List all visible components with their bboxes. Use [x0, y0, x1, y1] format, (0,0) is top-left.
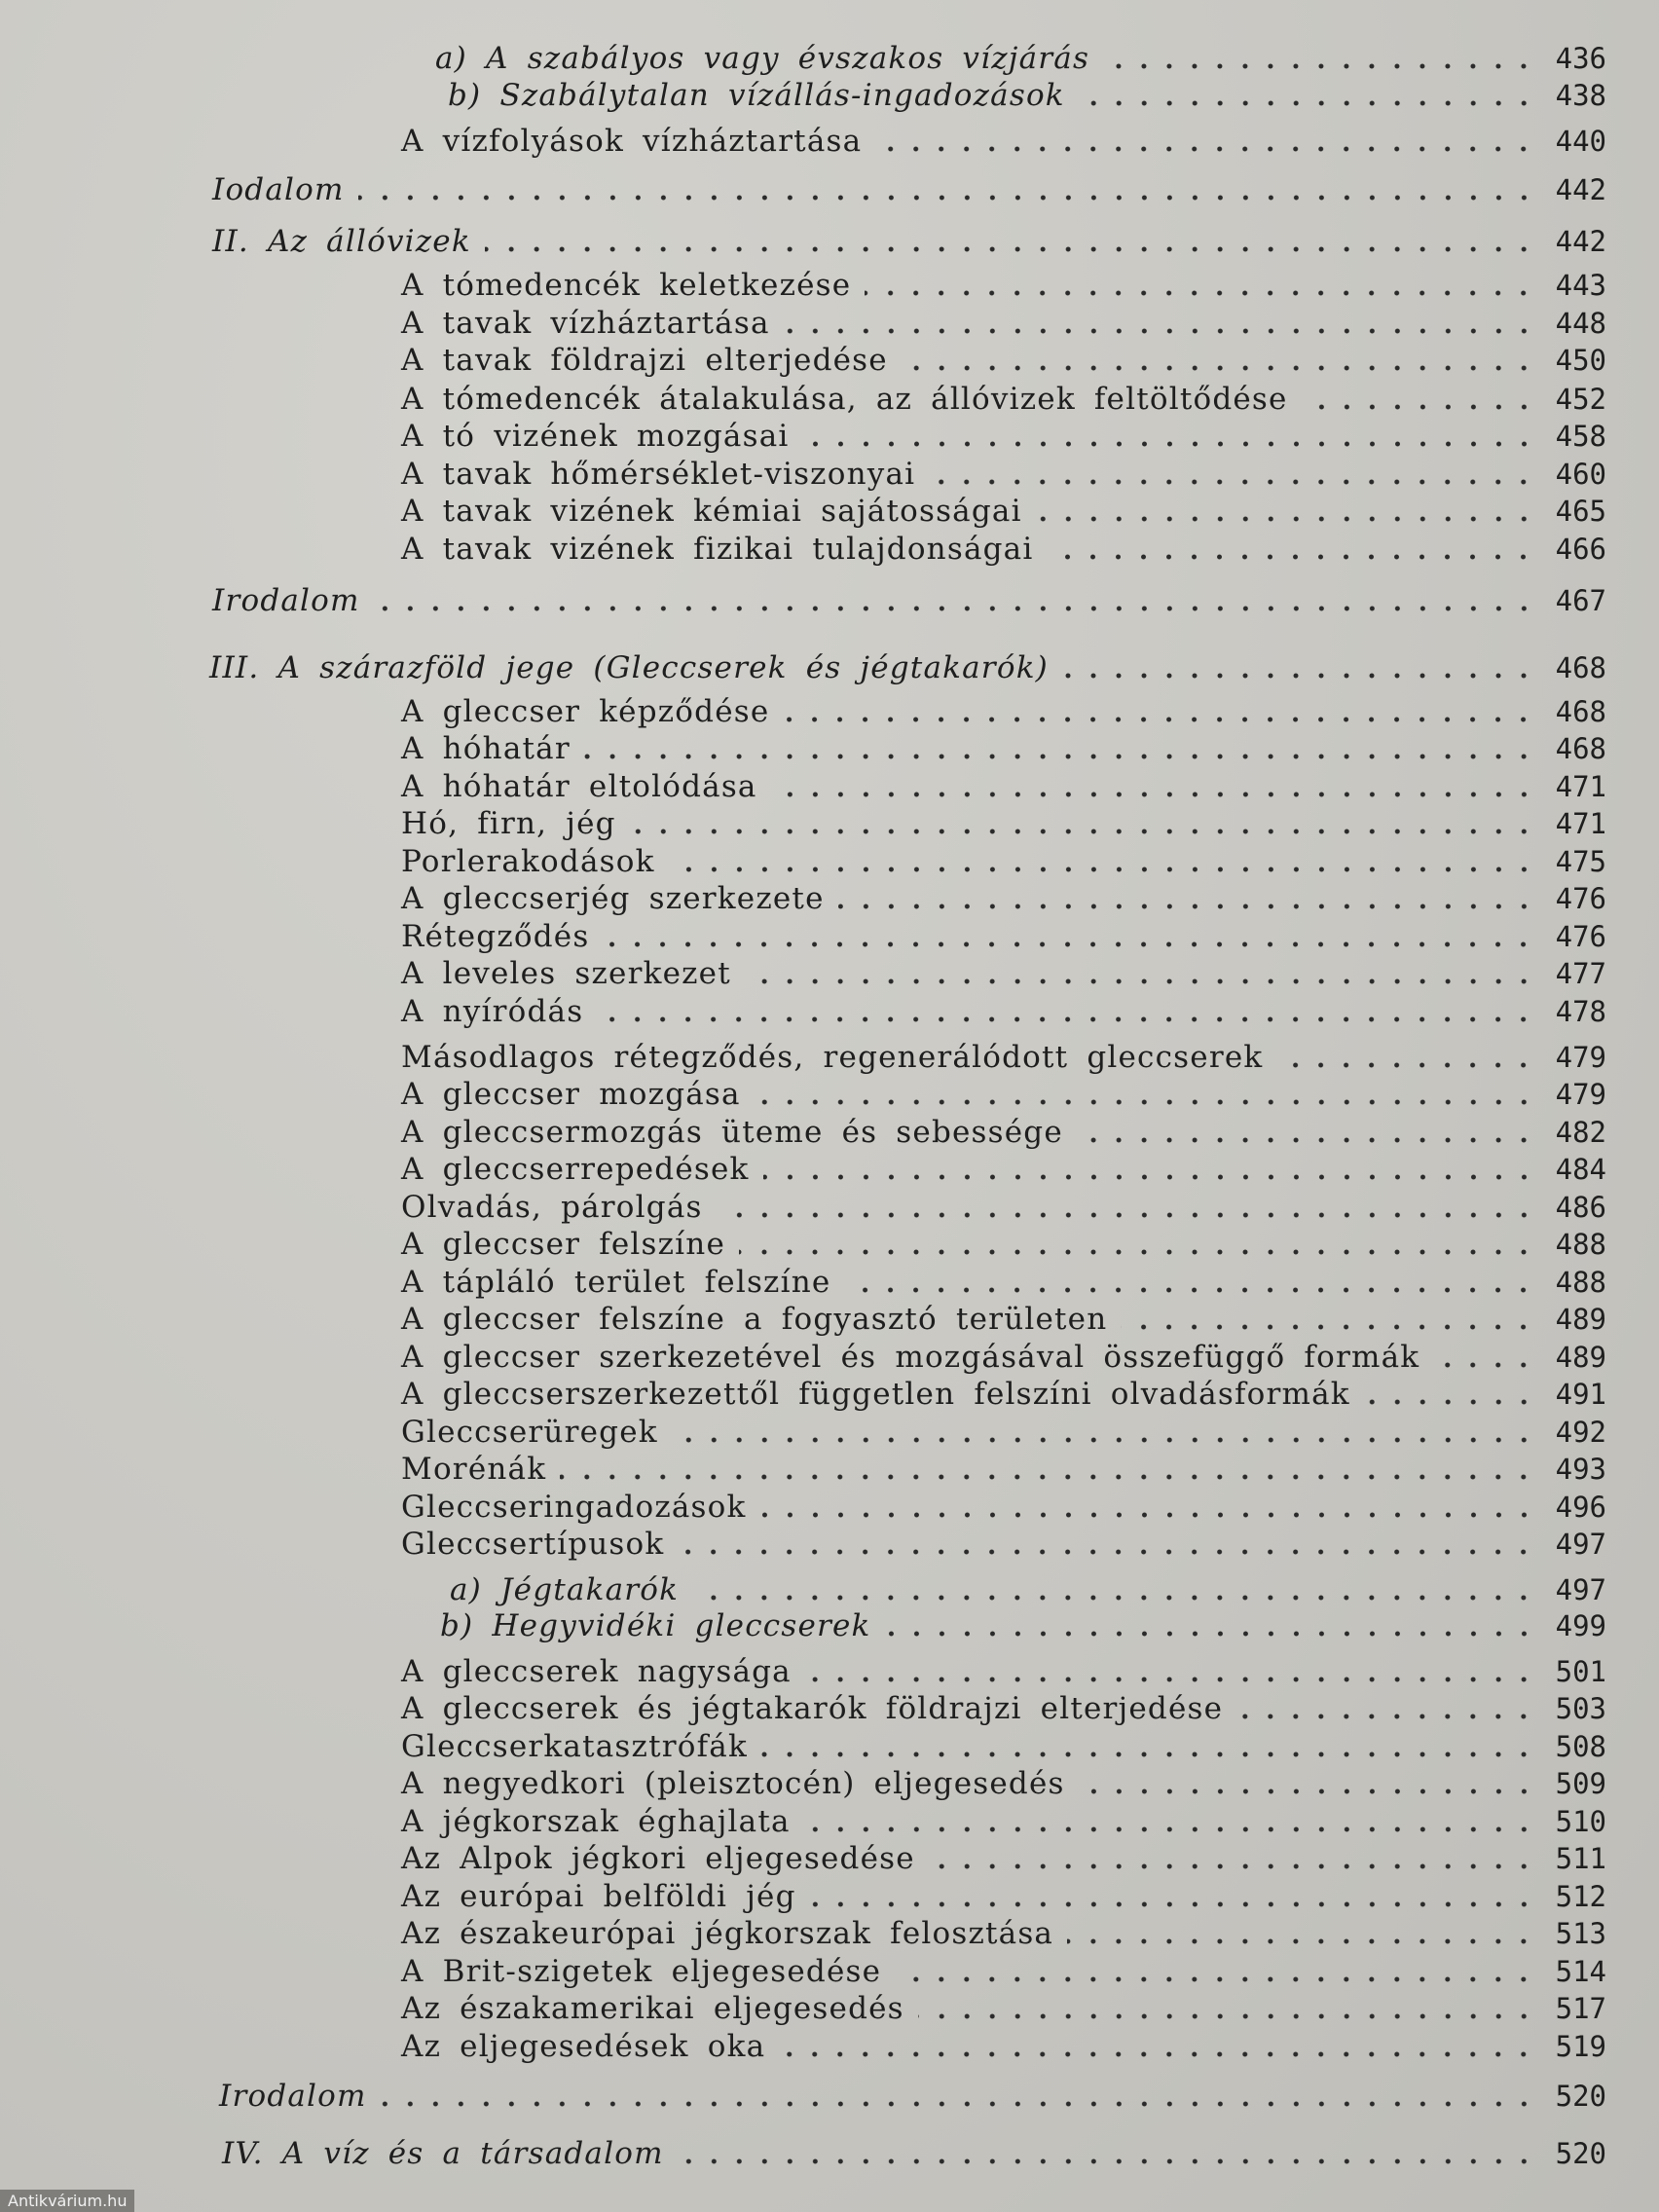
dot-leader — [761, 1745, 1536, 1764]
toc-entry — [401, 879, 1606, 918]
toc-entry-page-number: 450 — [1555, 344, 1606, 377]
toc-entry-text: Gleccserkatasztrófák — [401, 1729, 748, 1764]
toc-entry-text: A tavak vizének kémiai sajátosságai — [401, 494, 1022, 529]
toc-entry-page-number: 513 — [1555, 1917, 1606, 1950]
toc-entry-page-number: 482 — [1555, 1116, 1606, 1149]
toc-entry-page-number: 497 — [1555, 1528, 1606, 1561]
toc-entry-page-number: 467 — [1555, 584, 1606, 617]
toc-entry-page-number: 468 — [1555, 651, 1606, 684]
toc-entry — [401, 1413, 1606, 1452]
toc-entry-page-number: 489 — [1555, 1303, 1606, 1336]
toc-entry — [401, 455, 1606, 494]
dot-leader — [895, 1970, 1536, 1989]
toc-entry — [212, 222, 1606, 261]
toc-entry-text: A gleccser képződése — [401, 694, 770, 729]
toc-entry-page-number: 486 — [1555, 1191, 1606, 1224]
dot-leader — [1047, 547, 1536, 567]
toc-entry — [401, 1652, 1606, 1691]
dot-leader — [929, 472, 1536, 492]
toc-entry-text: A gleccsermozgás üteme és sebessége — [401, 1115, 1063, 1150]
dot-leader — [603, 935, 1536, 954]
toc-entry-title — [401, 122, 862, 161]
toc-entry-page-number: 511 — [1555, 1842, 1606, 1875]
toc-entry-text: A Brit-szigetek eljegesedése — [401, 1954, 882, 1989]
toc-entry-text: A szabályos vagy évszakos vízjárás — [486, 41, 1090, 76]
toc-entry-page-number: 471 — [1555, 807, 1606, 840]
toc-entry-text: A gleccser szerkezetével és mozgásával összefüggő formák — [401, 1340, 1420, 1375]
toc-entry-text: A leveles szerkezet — [401, 956, 731, 991]
toc-entry-text: Morénák — [401, 1452, 547, 1487]
toc-entry-page-number: 501 — [1555, 1655, 1606, 1688]
dot-leader — [918, 2007, 1536, 2026]
toc-entry-title — [440, 1606, 871, 1645]
toc-entry-title — [448, 76, 1065, 115]
toc-entry-page-number: 443 — [1555, 269, 1606, 302]
toc-entry-title — [401, 1689, 1223, 1728]
toc-entry — [401, 1263, 1606, 1302]
toc-entry-page-number: 436 — [1555, 42, 1606, 75]
toc-entry-page-number: 479 — [1555, 1041, 1606, 1074]
toc-entry-page-number: 492 — [1555, 1416, 1606, 1449]
dot-leader — [669, 860, 1536, 879]
toc-entry-title — [401, 917, 589, 956]
toc-entry — [401, 1038, 1606, 1077]
toc-entry-page-number: 503 — [1555, 1692, 1606, 1725]
toc-entry-title — [401, 804, 616, 843]
toc-entry-title — [401, 417, 790, 456]
toc-entry-title — [401, 1652, 792, 1691]
toc-entry-title — [401, 1764, 1065, 1803]
dot-leader — [1302, 397, 1536, 417]
toc-entry — [401, 1075, 1606, 1114]
toc-entry — [401, 1839, 1606, 1878]
toc-entry-title — [401, 1263, 830, 1302]
toc-entry-label: b) — [440, 1608, 474, 1643]
toc-entry-text: A gleccserek nagysága — [401, 1654, 792, 1689]
toc-entry-text: A tómedencék keletkezése — [401, 268, 852, 303]
toc-entry-title — [401, 1989, 904, 2028]
toc-entry-page-number: 519 — [1555, 2030, 1606, 2063]
toc-entry-title — [401, 492, 1022, 531]
toc-entry-page-number: 517 — [1555, 1992, 1606, 2025]
toc-entry — [401, 1989, 1606, 2028]
toc-entry-title — [435, 39, 1089, 78]
toc-entry-page-number: 514 — [1555, 1955, 1606, 1988]
toc-entry — [401, 729, 1606, 768]
toc-entry — [401, 842, 1606, 881]
toc-entry-text: A jégkorszak éghajlata — [401, 1804, 791, 1839]
toc-entry-title — [401, 1488, 747, 1527]
dot-leader — [678, 2152, 1536, 2171]
toc-entry-text: A gleccserszerkezettől független felszíni olvadásformák — [401, 1377, 1350, 1412]
toc-entry-title — [401, 842, 655, 881]
dot-leader — [485, 240, 1536, 259]
toc-entry-text: Irodalom — [219, 2079, 367, 2114]
watermark-credit: Antikvárium.hu — [0, 2190, 134, 2212]
toc-entry-text: A tavak hőmérséklet-viszonyai — [401, 457, 916, 492]
toc-entry-text: Irodalom — [212, 583, 360, 618]
toc-entry-title — [401, 1300, 1107, 1339]
toc-entry-title — [401, 1113, 1063, 1152]
toc-entry — [401, 1488, 1606, 1527]
toc-entry — [401, 1877, 1606, 1916]
toc-entry-text: Hegyvidéki gleccserek — [492, 1608, 871, 1643]
dot-leader — [784, 321, 1536, 341]
toc-entry-title — [401, 954, 731, 993]
toc-entry-title — [401, 2027, 765, 2066]
toc-entry — [401, 1225, 1606, 1264]
dot-leader — [630, 822, 1536, 841]
toc-entry-text: A tavak vízháztartása — [401, 306, 770, 341]
toc-entry — [401, 1150, 1606, 1189]
dot-leader — [1079, 93, 1536, 113]
toc-entry — [401, 1914, 1606, 1953]
toc-entry — [401, 992, 1606, 1031]
toc-entry-page-number: 493 — [1555, 1453, 1606, 1486]
toc-entry-title — [401, 1413, 658, 1452]
toc-entry-page-number: 488 — [1555, 1228, 1606, 1261]
dot-leader — [560, 1467, 1536, 1487]
toc-entry — [440, 1606, 1606, 1645]
toc-entry — [401, 1952, 1606, 1991]
toc-entry-title — [401, 1375, 1350, 1414]
toc-entry-text: Az Alpok jégkori eljegesedése — [401, 1841, 915, 1876]
toc-entry-title — [401, 1450, 546, 1489]
dot-leader — [783, 710, 1536, 729]
toc-entry-title — [212, 581, 360, 620]
dot-leader — [597, 1010, 1536, 1029]
toc-entry-page-number: 475 — [1555, 845, 1606, 878]
toc-entry-page-number: 520 — [1555, 2080, 1606, 2113]
toc-entry-text: A vízfolyások vízháztartása — [401, 124, 863, 159]
toc-entry — [401, 122, 1606, 161]
toc-entry — [401, 1764, 1606, 1803]
toc-entry-title — [401, 1802, 791, 1841]
toc-entry — [401, 954, 1606, 993]
dot-leader — [1062, 666, 1536, 685]
dot-leader — [1433, 1355, 1536, 1375]
toc-entry-text: A nyíródás — [401, 994, 584, 1029]
toc-entry-title — [401, 729, 571, 768]
toc-entry-title — [401, 1525, 664, 1564]
dot-leader — [1121, 1317, 1536, 1337]
toc-entry-text: Jégtakarók — [500, 1572, 680, 1607]
toc-entry-title — [401, 304, 770, 343]
dot-leader — [771, 785, 1536, 804]
toc-entry-text: A hóhatár eltolódása — [401, 769, 757, 804]
toc-entry-text: A negyedkori (pleisztocén) eljegesedés — [401, 1766, 1065, 1801]
toc-entry — [401, 2027, 1606, 2066]
toc-entry — [401, 1338, 1606, 1377]
toc-entry — [401, 917, 1606, 956]
dot-leader — [1276, 1055, 1536, 1075]
toc-entry-title — [401, 992, 583, 1031]
dot-leader — [865, 283, 1536, 303]
toc-entry-text: Olvadás, párolgás — [401, 1190, 703, 1225]
toc-entry-page-number: 477 — [1555, 957, 1606, 990]
toc-entry-text: III. A szárazföld jege (Gleccserek és jégtakarók) — [209, 650, 1049, 685]
dot-leader — [779, 2045, 1536, 2064]
toc-entry-title — [222, 2134, 664, 2173]
dot-leader — [902, 358, 1536, 378]
toc-entry-label: a) — [435, 41, 467, 76]
toc-entry-text: A tavak földrajzi elterjedése — [401, 343, 888, 378]
toc-entry-title — [401, 879, 825, 918]
toc-entry-text: A tó vizének mozgásai — [401, 419, 790, 454]
toc-entry-page-number: 448 — [1555, 307, 1606, 340]
toc-entry-title — [401, 1225, 725, 1264]
toc-entry — [401, 1375, 1606, 1414]
dot-leader — [929, 1857, 1536, 1876]
toc-entry — [401, 1727, 1606, 1766]
dot-leader — [875, 139, 1536, 159]
toc-entry-text: Az északamerikai eljegesedés — [401, 1991, 904, 2026]
toc-entry-title — [401, 1727, 748, 1766]
dot-leader — [374, 599, 1536, 618]
toc-entry-page-number: 468 — [1555, 695, 1606, 728]
toc-entry — [401, 1689, 1606, 1728]
toc-entry-title — [401, 692, 769, 731]
toc-entry-page-number: 440 — [1555, 125, 1606, 158]
dot-leader — [739, 1242, 1536, 1262]
toc-entry — [401, 1113, 1606, 1152]
toc-entry — [401, 492, 1606, 531]
dot-leader — [358, 188, 1536, 207]
dot-leader — [805, 1670, 1536, 1689]
toc-entry-text: A gleccserrepedések — [401, 1152, 750, 1187]
toc-entry-page-number: 471 — [1555, 770, 1606, 803]
toc-entry-page-number: 458 — [1555, 420, 1606, 453]
toc-entry — [401, 804, 1606, 843]
toc-entry-page-number: 512 — [1555, 1880, 1606, 1913]
dot-leader — [1077, 1130, 1536, 1150]
dot-leader — [1067, 1932, 1536, 1951]
toc-entry-page-number: 497 — [1555, 1573, 1606, 1606]
dot-leader — [584, 747, 1536, 766]
toc-entry-title — [401, 1877, 796, 1916]
toc-entry-text: Gleccserüregek — [401, 1415, 658, 1450]
toc-entry-text: A tómedencék átalakulása, az állóvizek feltöltődése — [401, 382, 1288, 417]
toc-entry-text: Szabálytalan vízállás-ingadozások — [499, 78, 1065, 113]
toc-entry-text: A gleccserek és jégtakarók földrajzi elterjedése — [401, 1691, 1224, 1726]
toc-entry-text: Hó, firn, jég — [401, 806, 616, 841]
toc-entry — [401, 304, 1606, 343]
toc-entry-page-number: 442 — [1555, 173, 1606, 206]
toc-entry-title — [401, 380, 1288, 419]
dot-leader — [760, 1505, 1536, 1525]
dot-leader — [844, 1280, 1536, 1300]
toc-entry — [435, 39, 1606, 78]
toc-entry-text: Rétegződés — [401, 919, 590, 954]
dot-leader — [678, 1542, 1536, 1562]
toc-entry-page-number: 466 — [1555, 533, 1606, 566]
toc-entry — [212, 581, 1606, 620]
toc-entry-page-number: 499 — [1555, 1609, 1606, 1642]
toc-entry-text: A gleccserjég szerkezete — [401, 881, 825, 916]
toc-entry-page-number: 520 — [1555, 2137, 1606, 2170]
toc-entry-title — [401, 1075, 741, 1114]
toc-entry-title — [401, 455, 915, 494]
toc-entry-page-number: 509 — [1555, 1767, 1606, 1800]
toc-entry-page-number: 452 — [1555, 383, 1606, 416]
toc-entry-text: Gleccsertípusok — [401, 1527, 665, 1562]
toc-entry — [401, 417, 1606, 456]
dot-leader — [885, 1624, 1536, 1643]
toc-entry-title — [401, 1338, 1419, 1377]
dot-leader — [1079, 1782, 1536, 1801]
dot-leader — [717, 1205, 1536, 1225]
dot-leader — [838, 897, 1536, 916]
toc-entry — [401, 266, 1606, 305]
toc-entry-page-number: 508 — [1555, 1730, 1606, 1763]
toc-entry-text: A gleccser mozgása — [401, 1077, 741, 1112]
toc-entry-page-number: 489 — [1555, 1341, 1606, 1374]
toc-entry-title — [401, 1914, 1053, 1953]
dot-leader — [1364, 1392, 1536, 1412]
dot-leader — [810, 1895, 1536, 1914]
toc-entry-page-number: 442 — [1555, 225, 1606, 258]
toc-entry-page-number: 484 — [1555, 1153, 1606, 1186]
toc-entry — [401, 341, 1606, 380]
toc-entry-page-number: 479 — [1555, 1078, 1606, 1111]
toc-entry-title — [401, 1150, 750, 1189]
toc-entry-text: Porlerakodások — [401, 844, 655, 879]
toc-entry-text: A hóhatár — [401, 731, 571, 766]
toc-entry-page-number: 465 — [1555, 495, 1606, 528]
dot-leader — [804, 1820, 1536, 1839]
toc-entry — [401, 692, 1606, 731]
toc-entry — [450, 1570, 1606, 1609]
toc-entry-page-number: 476 — [1555, 920, 1606, 953]
toc-entry-page-number: 478 — [1555, 995, 1606, 1028]
toc-entry-title — [212, 170, 345, 209]
toc-entry — [401, 1525, 1606, 1564]
dot-leader — [755, 1092, 1536, 1112]
toc-entry-text: Másodlagos rétegződés, regenerálódott gleccserek — [401, 1040, 1264, 1075]
toc-entry-text: II. Az állóvizek — [212, 224, 471, 259]
toc-entry-label: b) — [448, 78, 482, 113]
toc-entry — [401, 380, 1606, 419]
toc-entry-text: Az eljegesedések oka — [401, 2029, 766, 2064]
toc-entry-title — [212, 222, 471, 261]
toc-entry-text: A gleccser felszíne a fogyasztó területen — [401, 1302, 1108, 1337]
toc-entry-page-number: 491 — [1555, 1378, 1606, 1411]
toc-entry-text: A gleccser felszíne — [401, 1227, 725, 1262]
toc-entry-page-number: 510 — [1555, 1805, 1606, 1838]
toc-entry — [222, 2134, 1606, 2173]
toc-entry — [401, 767, 1606, 806]
toc-entry — [401, 530, 1606, 569]
toc-entry-text: Az északeurópai jégkorszak felosztása — [401, 1916, 1054, 1951]
dot-leader — [672, 1430, 1536, 1450]
toc-entry-page-number: 476 — [1555, 882, 1606, 915]
toc-entry-title — [401, 341, 888, 380]
toc-entry — [209, 648, 1606, 687]
toc-entry-page-number: 468 — [1555, 732, 1606, 765]
dot-leader — [745, 972, 1536, 991]
toc-entry-text: Az európai belföldi jég — [401, 1879, 796, 1914]
toc-entry-page-number: 438 — [1555, 79, 1606, 112]
toc-entry — [401, 1802, 1606, 1841]
toc-entry-title — [401, 1038, 1263, 1077]
toc-entry-title — [401, 266, 851, 305]
dot-leader — [692, 1588, 1536, 1607]
toc-entry-title — [450, 1570, 679, 1609]
toc-entry-text: Gleccseringadozások — [401, 1490, 747, 1525]
toc-entry-text: A tavak vizének fizikai tulajdonságai — [401, 532, 1034, 567]
toc-entry-title — [401, 1952, 881, 1991]
dot-leader — [381, 2094, 1536, 2114]
toc-entry-page-number: 496 — [1555, 1491, 1606, 1524]
dot-leader — [1036, 509, 1536, 529]
toc-entry — [448, 76, 1606, 115]
toc-entry-label: a) — [450, 1572, 482, 1607]
dot-leader — [763, 1167, 1536, 1187]
toc-entry-text: A tápláló terület felszíne — [401, 1265, 831, 1300]
toc-entry — [219, 2077, 1606, 2116]
toc-entry-title — [401, 1839, 915, 1878]
toc-entry-text: IV. A víz és a társadalom — [222, 2136, 664, 2171]
toc-entry-page-number: 460 — [1555, 458, 1606, 491]
toc-entry — [401, 1450, 1606, 1489]
toc-entry — [401, 1300, 1606, 1339]
toc-entry-title — [401, 1188, 703, 1227]
toc-entry-text: Iodalom — [212, 172, 345, 207]
dot-leader — [803, 434, 1537, 454]
toc-entry-page-number: 488 — [1555, 1266, 1606, 1299]
toc-entry-title — [401, 767, 757, 806]
dot-leader — [1103, 56, 1536, 76]
toc-entry-title — [209, 648, 1049, 687]
toc-entry — [401, 1188, 1606, 1227]
toc-entry-title — [219, 2077, 367, 2116]
toc-entry — [212, 170, 1606, 209]
toc-entry-title — [401, 530, 1033, 569]
dot-leader — [1236, 1707, 1536, 1726]
